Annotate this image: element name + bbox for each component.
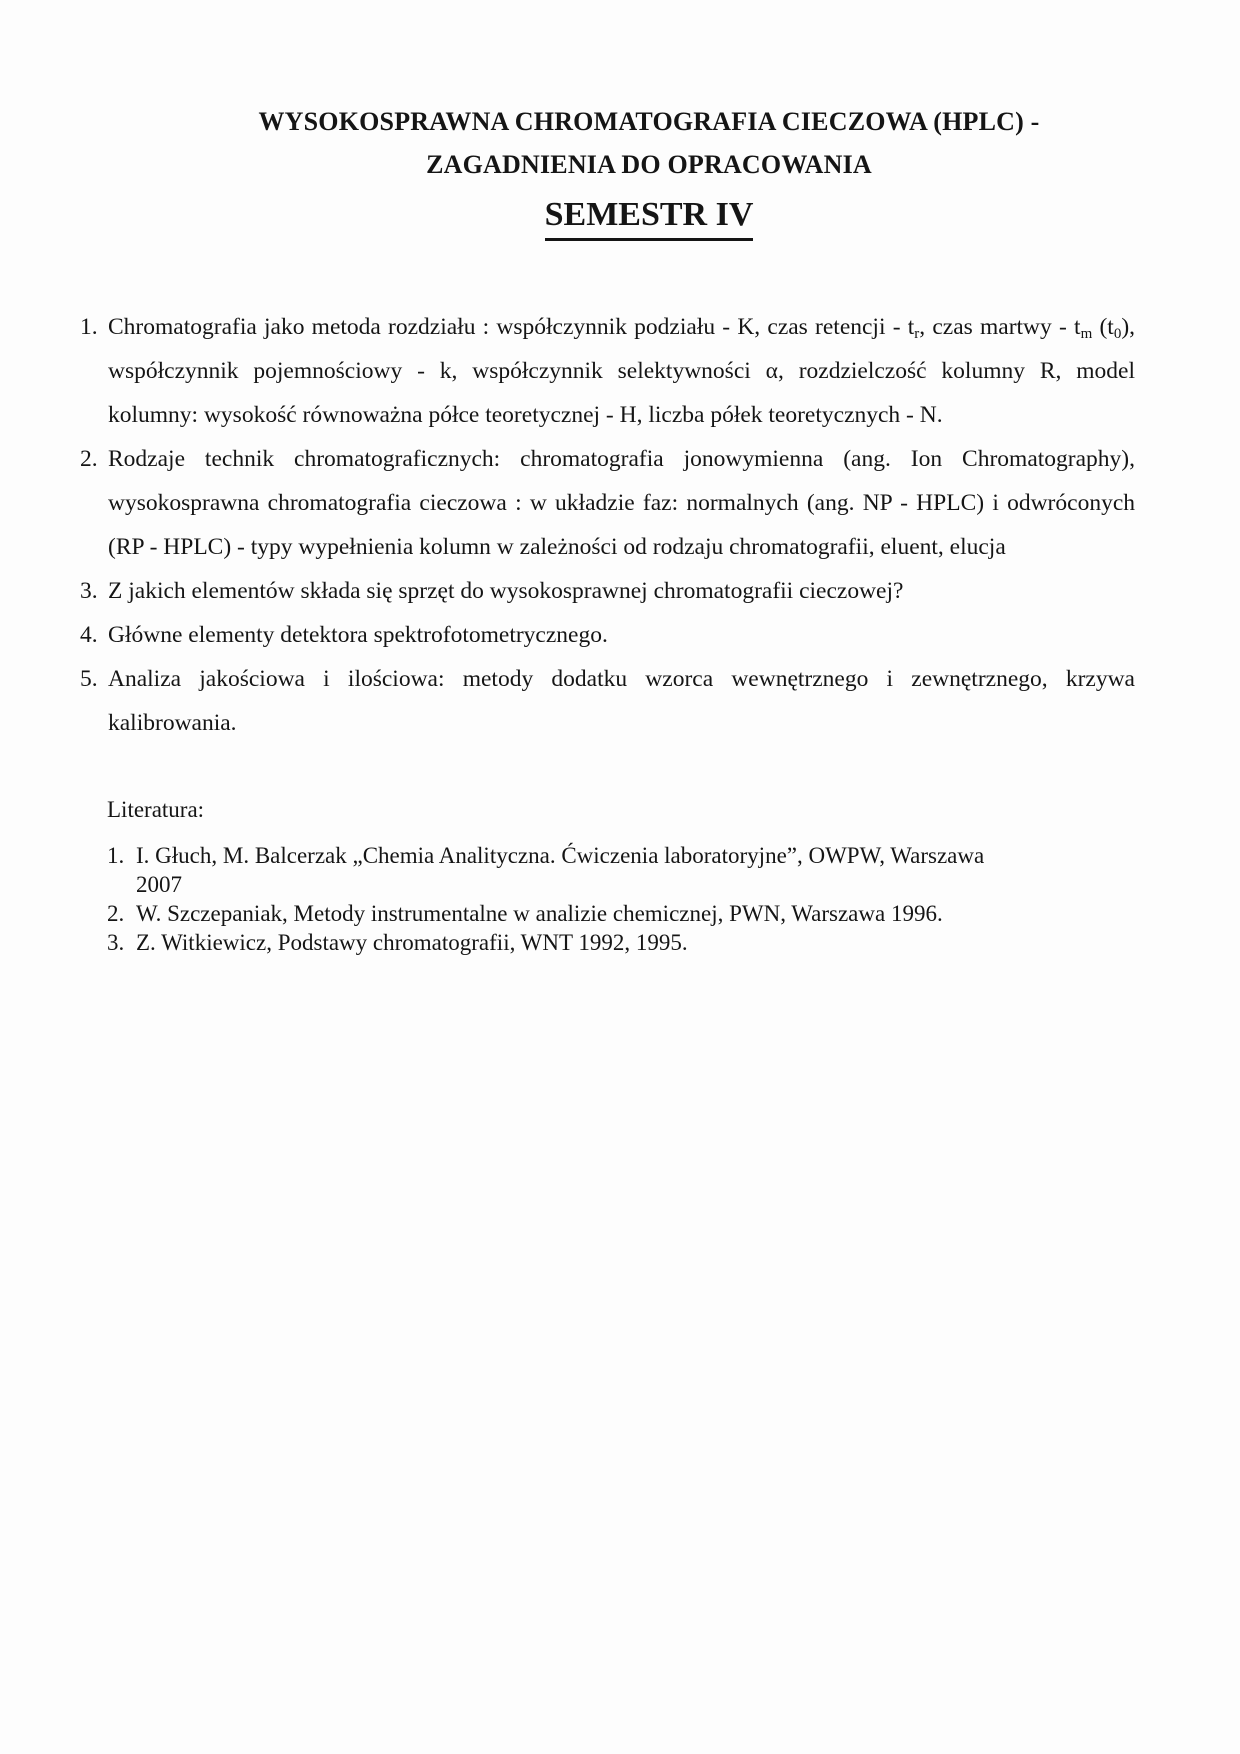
topic-text [108, 305, 1135, 437]
literature-heading: Literatura: [107, 797, 205, 822]
literature-item-3 [107, 928, 1135, 957]
topic-number: 3. [80, 578, 98, 604]
literature-item-2 [107, 899, 1135, 928]
topic-number: 4. [80, 622, 98, 648]
literature-number: 1. [107, 843, 125, 868]
document-title-line2: ZAGADNIENIA DO OPRACOWANIA [426, 150, 872, 179]
literature-number: 2. [107, 901, 125, 926]
literature-text: W. Szczepaniak, Metody instrumentalne w analizie chemicznej, PWN, Warszawa 1996. [136, 901, 943, 926]
semester-heading [58, 193, 1240, 241]
topic-text-segment: , czas martwy - t [919, 314, 1081, 340]
literature-item-1 [107, 841, 1135, 899]
literature-text-line1: I. Głuch, M. Balcerzak „Chemia Analityczna. Ćwiczenia laboratoryjne”, OWPW, Warszawa [136, 843, 985, 868]
topic-text: Główne elementy detektora spektrofotometrycznego. [108, 622, 608, 648]
document-title-line1: WYSOKOSPRAWNA CHROMATOGRAFIA CIECZOWA (HPLC) - [258, 107, 1040, 136]
topic-text: Z jakich elementów składa się sprzęt do wysokosprawnej chromatografii cieczowej? [108, 578, 904, 604]
literature-text-line2: 2007 [136, 872, 182, 897]
literature-section [107, 795, 1135, 957]
subscript-m: m [1080, 326, 1093, 342]
subscript-r: r [914, 326, 920, 342]
topic-number: 1. [80, 314, 98, 340]
topic-text-segment: (t [1092, 314, 1114, 340]
literature-text [136, 841, 1135, 899]
subscript-0: 0 [1113, 326, 1122, 342]
topic-text-segment: ), współczynnik pojemnościowy - k, współczynnik selektywności α, rozdzielczość kolumny R, model kolumny: wysokość równoważna półce teoretycznej - H, liczba półek teoretycznych - N. [108, 314, 1136, 428]
semester-heading-text: SEMESTR IV [545, 193, 754, 241]
topic-number: 2. [80, 446, 98, 472]
document-header [0, 0, 1240, 241]
topic-item-1 [80, 305, 1135, 437]
literature-number: 3. [107, 930, 125, 955]
topic-item-3 [80, 569, 1135, 613]
literature-text: Z. Witkiewicz, Podstawy chromatografii, WNT 1992, 1995. [136, 930, 688, 955]
topics-list [80, 305, 1135, 745]
topic-item-4 [80, 613, 1135, 657]
topic-number: 5. [80, 666, 98, 692]
topic-item-5 [80, 657, 1135, 745]
topic-item-2 [80, 437, 1135, 569]
topic-text-segment: Chromatografia jako metoda rozdziału : współczynnik podziału - K, czas retencji - t [108, 314, 915, 340]
topic-text: Analiza jakościowa i ilościowa: metody dodatku wzorca wewnętrznego i zewnętrznego, krzywa kalibrowania. [108, 666, 1135, 736]
topic-text: Rodzaje technik chromatograficznych: chromatografia jonowymienna (ang. Ion Chromatography), wysokosprawna chromatografia cieczowa : w układzie faz: normalnych (ang. NP - HPLC) i odwróconych (RP - HPLC) - typy wypełnienia kolumn w zależności od rodzaju chromatografii, eluent, elucja [108, 446, 1135, 560]
